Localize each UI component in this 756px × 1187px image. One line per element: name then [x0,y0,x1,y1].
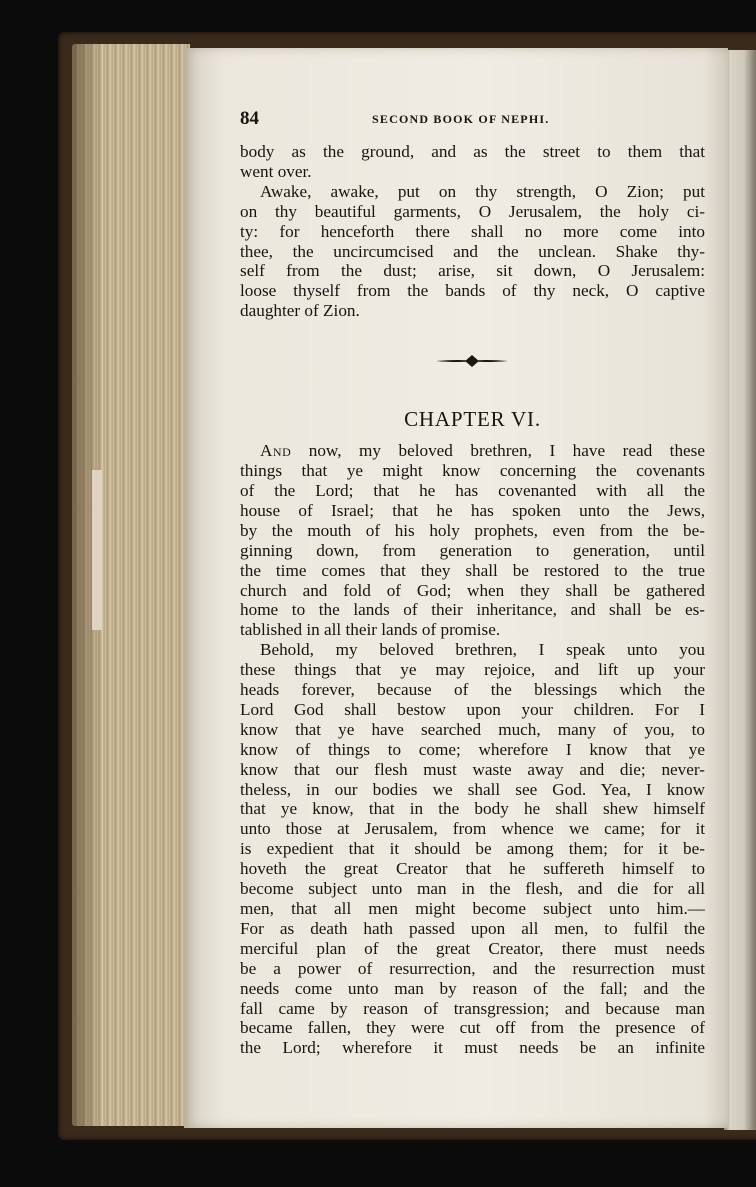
text-line: the Lord; wherefore it must needs be an infinite [240,1038,705,1058]
text-line: is expedient that it should be among them; for it be- [240,839,705,859]
text-line: that ye know, that in the body he shall shew himself [240,799,705,819]
text-line: merciful plan of the great Creator, there must needs [240,938,705,958]
text-line: body as the ground, and as the street to them that [240,142,705,161]
facing-page-edge [724,50,756,1130]
text-line [240,441,705,461]
text-line: fall came by reason of transgression; and because man [240,998,705,1018]
book-page [184,48,728,1128]
text-line: house of Israel; that he has spoken unto the Jews, [240,500,705,520]
text-line-rest: now, my beloved brethren, I have read these [291,441,705,461]
continued-text [240,142,705,321]
text-line: these things that ye may rejoice, and lift up your [240,660,705,680]
chapter-title: CHAPTER VI. [404,407,541,432]
running-head: SECOND BOOK OF NEPHI. [372,112,550,126]
inserted-slip [92,470,102,630]
text-line: theless, in our bodies we shall see God. Yea, I know [240,779,705,799]
page-content [240,108,705,1058]
text-line: Lord God shall bestow upon your children. For I [240,699,705,719]
ornament-rule-icon [436,355,508,367]
text-line: daughter of Zion. [240,301,360,321]
text-line: For as death hath passed upon all men, to fulfil the [240,918,705,938]
text-line: home to the lands of their inheritance, and shall be es- [240,600,705,620]
text-line: men, that all men might become subject unto him.— [240,899,705,918]
text-line: ginning down, from generation to generation, until [240,540,705,560]
text-line: needs come unto man by reason of the fall; and the [240,978,705,998]
text-line: the time comes that they shall be restored to the true [240,560,705,580]
chapter-paragraph-1 [240,441,705,640]
section-ornament [240,321,705,401]
page-header [240,108,705,134]
text-line: ty: for henceforth there shall no more come into [240,221,705,241]
text-line: of the Lord; that he has covenanted with all the [240,480,705,500]
text-line: become subject unto man in the flesh, and die for all [240,879,705,899]
text-line: know of things to come; wherefore I know that ye [240,739,705,759]
text-line: know that ye have searched much, many of you, to [240,719,705,739]
chapter-paragraph-2 [240,640,705,1058]
text-line: on thy beautiful garments, O Jerusalem, the holy ci- [240,201,705,221]
text-line: tablished in all their lands of promise. [240,620,501,640]
text-line: know that our flesh must waste away and die; never- [240,759,705,779]
text-line: hoveth the great Creator that he suffereth himself to [240,859,705,879]
text-line: Awake, awake, put on thy strength, O Zion; put [260,181,705,201]
page-number: 84 [240,108,259,129]
text-line: church and fold of God; when they shall be gathered [240,580,705,600]
lead-word: And [260,441,292,461]
text-line: went over. [240,161,312,181]
text-line: became fallen, they were cut off from the presence of [240,1018,705,1038]
text-line: Behold, my beloved brethren, I speak unto you [260,640,705,660]
text-line: be a power of resurrection, and the resurrection must [240,958,705,978]
text-line: heads forever, because of the blessings which the [240,680,705,700]
text-line: by the mouth of his holy prophets, even from the be- [240,520,705,540]
text-line: thee, the uncircumcised and the unclean. Shake thy- [240,241,705,261]
text-line: self from the dust; arise, sit down, O Jerusalem: [240,261,705,281]
text-line: loose thyself from the bands of thy neck, O captive [240,281,705,301]
text-line: things that ye might know concerning the covenants [240,461,705,481]
text-line: unto those at Jerusalem, from whence we came; for it [240,819,705,839]
